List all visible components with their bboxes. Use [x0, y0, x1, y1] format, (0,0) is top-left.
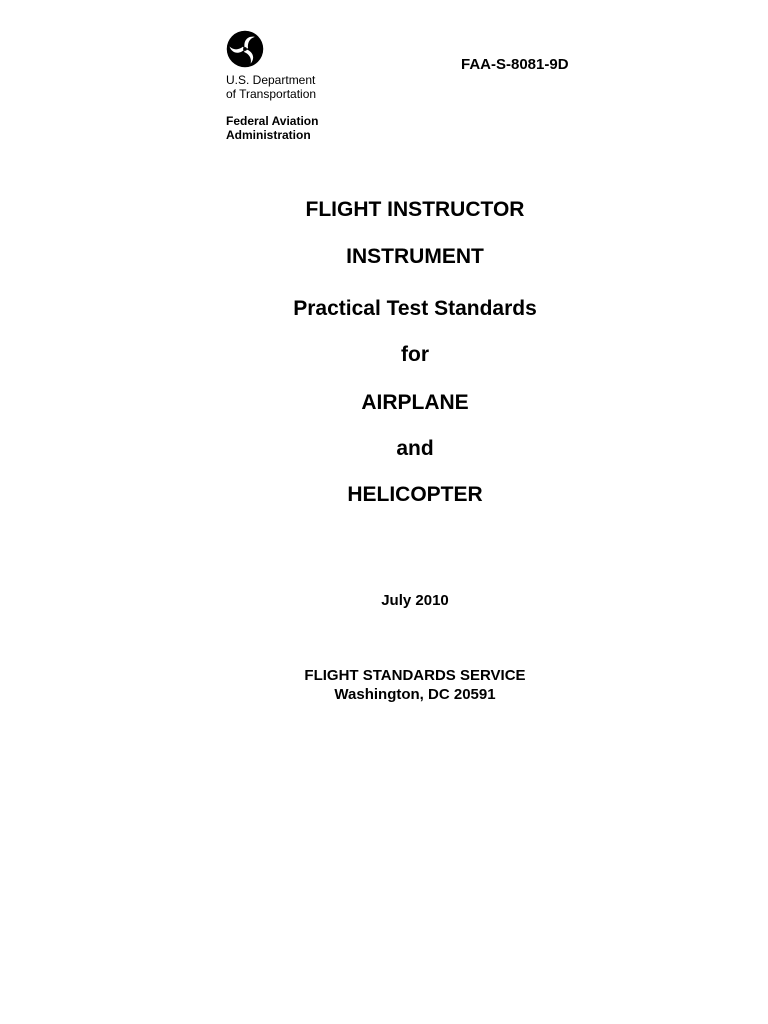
publication-date: July 2010 [381, 592, 449, 609]
title-line-3: Practical Test Standards [293, 297, 537, 320]
title-line-6: and [396, 437, 434, 460]
title-line-2: INSTRUMENT [346, 245, 484, 268]
title-line-1: FLIGHT INSTRUCTOR [305, 198, 525, 221]
department-name-line2: of Transportation [226, 87, 317, 101]
service-address: Washington, DC 20591 [334, 686, 496, 703]
title-line-5: AIRPLANE [361, 391, 469, 414]
title-line-4: for [401, 343, 429, 366]
department-name-line1: U.S. Department [226, 73, 316, 87]
service-name: FLIGHT STANDARDS SERVICE [304, 667, 526, 684]
title-line-7: HELICOPTER [347, 483, 483, 506]
administration-name-line2: Administration [226, 128, 311, 142]
administration-name-line1: Federal Aviation [226, 114, 319, 128]
dot-triskelion-logo-icon [226, 30, 264, 68]
document-number: FAA-S-8081-9D [461, 56, 569, 73]
